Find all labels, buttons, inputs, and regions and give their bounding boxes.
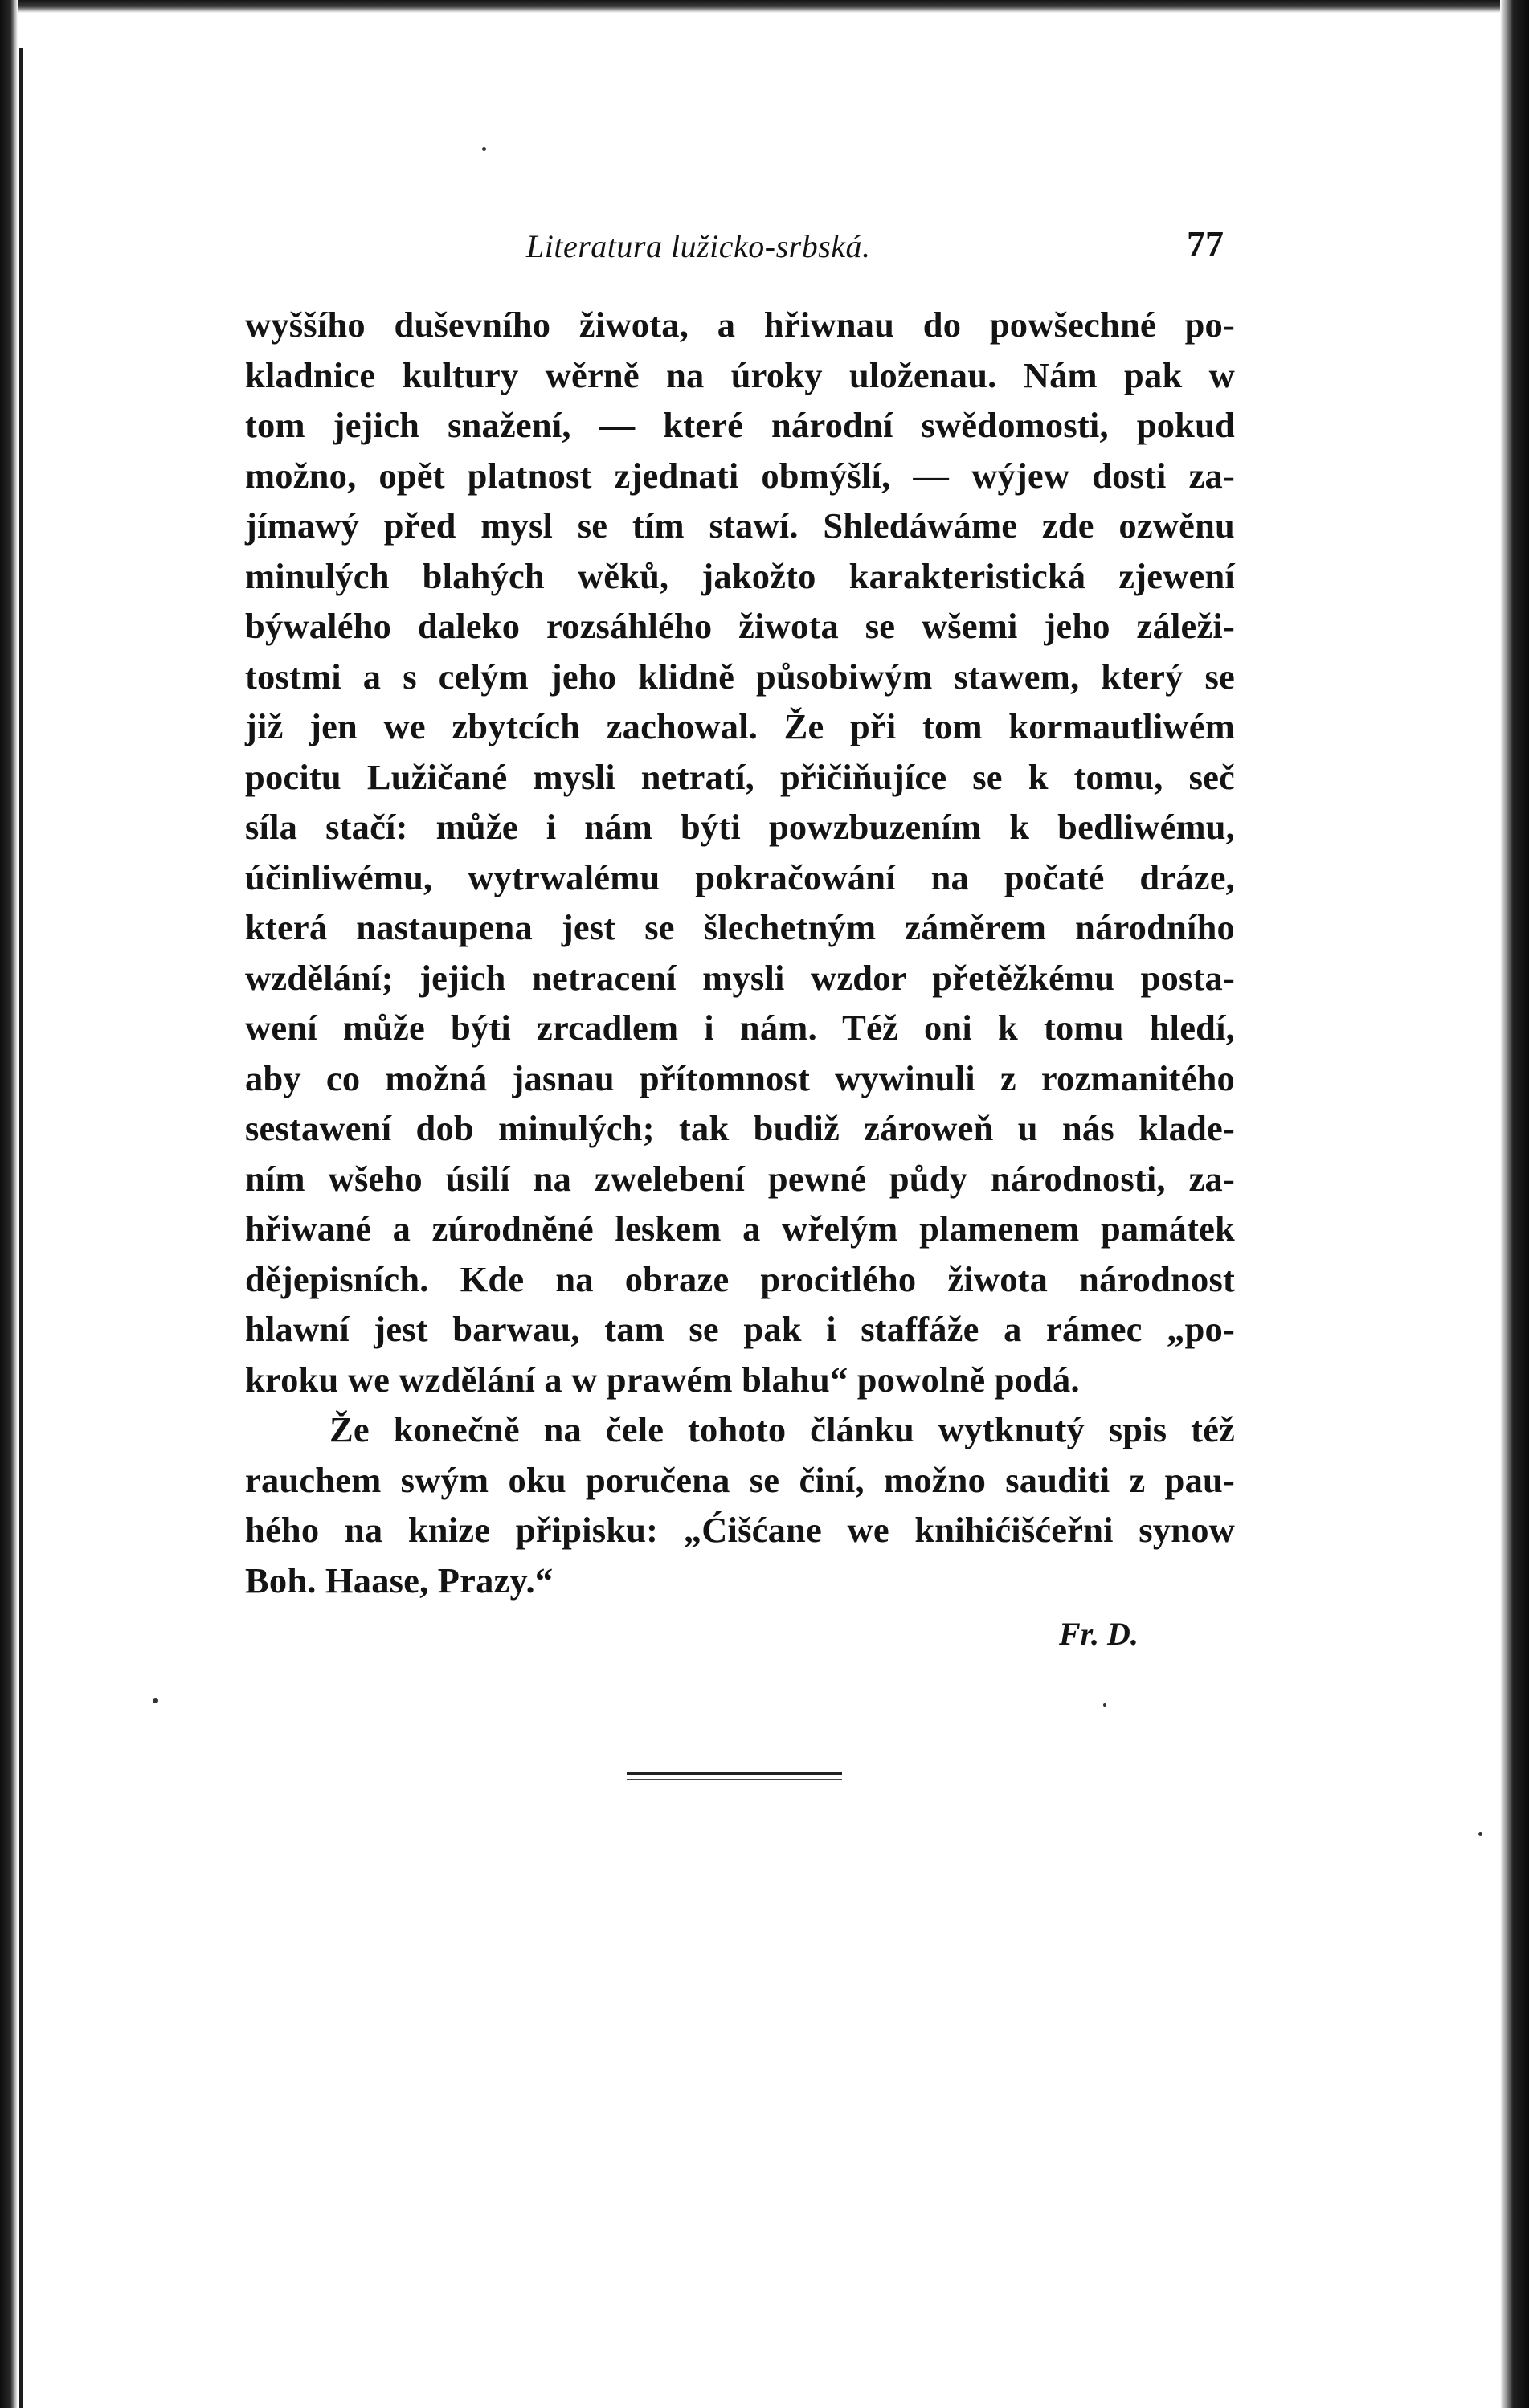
text-line: wyššího duševního žiwota, a hřiwnau do powšechné po- [245,305,1235,345]
scan-left-binding-line [19,48,23,2408]
text-line: hlawní jest barwau, tam se pak i staffáže a rámec „po- [245,1309,1235,1349]
text-line: již jen we zbytcích zachowal. Že při tom kormautliwém [245,706,1235,746]
text-line: rauchem swým oku poručena se činí, možno sauditi z pau- [245,1459,1235,1500]
text-line: tom jejich snažení, — které národní swědomosti, pokud [245,405,1235,445]
text-line: pocitu Lužičané mysli netratí, přičiňujíce se k tomu, seč [245,756,1235,797]
text-line: dějepisních. Kde na obraze procitlého žiwota národnost [245,1258,1235,1299]
author-signature: Fr. D. [1059,1616,1139,1652]
text-line: která nastaupena jest se šlechetným záměrem národního [245,907,1235,947]
scan-top-edge [0,0,1529,13]
scan-left-edge [0,0,18,2408]
text-line: minulých blahých wěků, jakožto karakteristická zjewení [245,555,1235,596]
text-line: kladnice kultury wěrně na úroky uloženau. Nám pak w [245,354,1235,395]
text-line: sestawení dob minulých; tak budiž zároweň u nás klade- [245,1108,1235,1148]
running-head: Literatura lužicko-srbská. [526,228,871,264]
text-line: síla stačí: může i nám býti powzbuzením k bedliwému, [245,807,1235,847]
text-line: účinliwému, wytrwalému pokračowání na počaté dráze, [245,856,1235,897]
scan-speck [482,147,486,151]
text-line: jímawý před mysl se tím stawí. Shledáwáme zde ozwěnu [245,505,1235,546]
scan-right-edge [1500,0,1529,2408]
text-line: wení může býti zrcadlem i nám. Též oni k tomu hledí, [245,1008,1235,1048]
text-line: býwalého daleko rozsáhlého žiwota se wšemi jeho záleži- [245,606,1235,646]
scan-speck [1103,1703,1106,1707]
text-line: Boh. Haase, Prazy.“ [245,1560,554,1601]
scan-speck [1478,1832,1482,1836]
text-line: aby co možná jasnau přítomnost wywinuli z rozmanitého [245,1057,1235,1098]
text-line: hého na knize připisku: „Ćišćane we knihićišćeřni synow [245,1510,1235,1550]
text-line: tostmi a s celým jeho klidně působiwým stawem, který se [245,656,1235,697]
text-line: možno, opět platnost zjednati obmýšlí, — wýjew dosti za- [245,455,1235,496]
scan-speck [153,1698,158,1703]
section-rule-top [627,1772,842,1775]
section-rule-bottom [627,1779,842,1780]
text-line: ním wšeho úsilí na zwelebení pewné půdy národnosti, za- [245,1158,1235,1199]
text-line: hřiwané a zúrodněné leskem a wřelým plamenem památek [245,1208,1235,1249]
page-number: 77 [1187,223,1224,264]
text-line: wzdělání; jejich netracení mysli wzdor přetěžkému posta- [245,957,1235,998]
text-line: Že konečně na čele tohoto článku wytknutý spis též [329,1409,1235,1449]
text-line: kroku we wzdělání a w prawém blahu“ powolně podá. [245,1359,1080,1400]
